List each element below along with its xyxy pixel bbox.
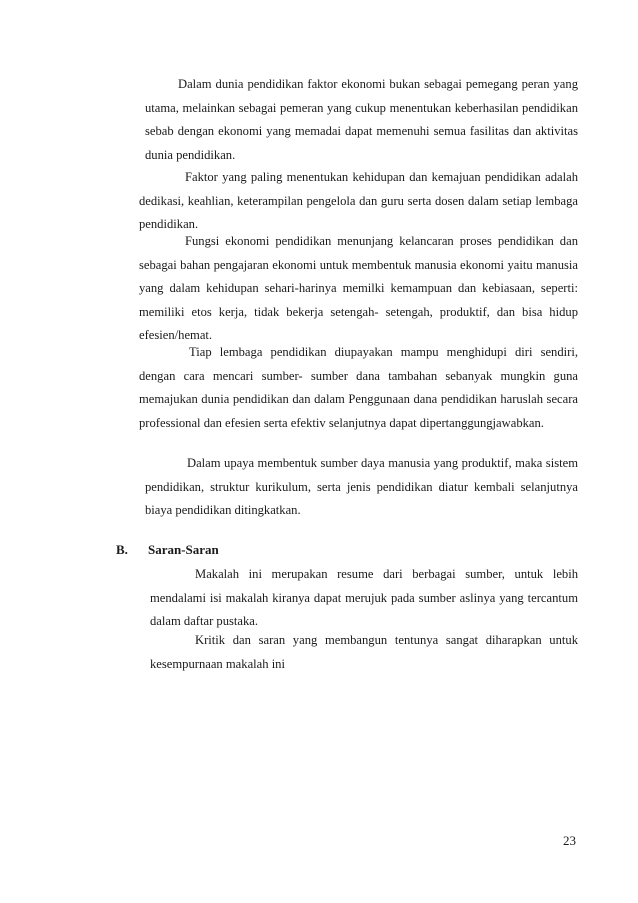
section-title: Saran-Saran xyxy=(148,542,219,557)
paragraph-2: Faktor yang paling menentukan kehidupan dan kemajuan pendidikan adalah dedikasi, keahlian, keterampilan pengelola dan guru serta dosen dalam setiap lembaga pendidikan. xyxy=(139,170,578,231)
paragraph-3: Fungsi ekonomi pendidikan menunjang kelancaran proses pendidikan dan sebagai bahan pengajaran ekonomi untuk membentuk manusia ekonomi yaitu manusia yang dalam kehidupan sehari-harinya memilki kemampuan dan kebiasaan, seperti: memiliki etos kerja, tidak bekerja setengah- setengah, produktif, dan bisa hidup efesien/hemat. xyxy=(139,234,578,342)
paragraph-1: Dalam dunia pendidikan faktor ekonomi bukan sebagai pemegang peran yang utama, melainkan sebagai pemeran yang cukup menentukan keberhasilan pendidikan sebab dengan ekonomi yang memadai dapat memenuhi semua fasilitas dan aktivitas dunia pendidikan. xyxy=(145,77,578,162)
paragraph-4: Tiap lembaga pendidikan diupayakan mampu menghidupi diri sendiri, dengan cara mencari sumber- sumber dana tambahan sebanyak mungkin guna memajukan dunia pendidikan dan dalam Penggunaan dana pendidikan haruslah secara professional dan efesien serta efektiv selanjutnya dapat dipertanggungjawabkan. xyxy=(139,345,578,430)
section-number: B. xyxy=(116,542,128,557)
section-paragraph-1: Makalah ini merupakan resume dari berbagai sumber, untuk lebih mendalami isi makalah kiranya dapat merujuk pada sumber aslinya yang tercantum dalam daftar pustaka. xyxy=(150,567,578,628)
paragraph-5: Dalam upaya membentuk sumber daya manusia yang produktif, maka sistem pendidikan, struktur kurikulum, serta jenis pendidikan diatur kembali selanjutnya biaya pendidikan ditingkatkan. xyxy=(145,456,578,517)
page-number: 23 xyxy=(563,833,576,848)
section-paragraph-2: Kritik dan saran yang membangun tentunya sangat diharapkan untuk kesempurnaan makalah ini xyxy=(150,633,578,671)
